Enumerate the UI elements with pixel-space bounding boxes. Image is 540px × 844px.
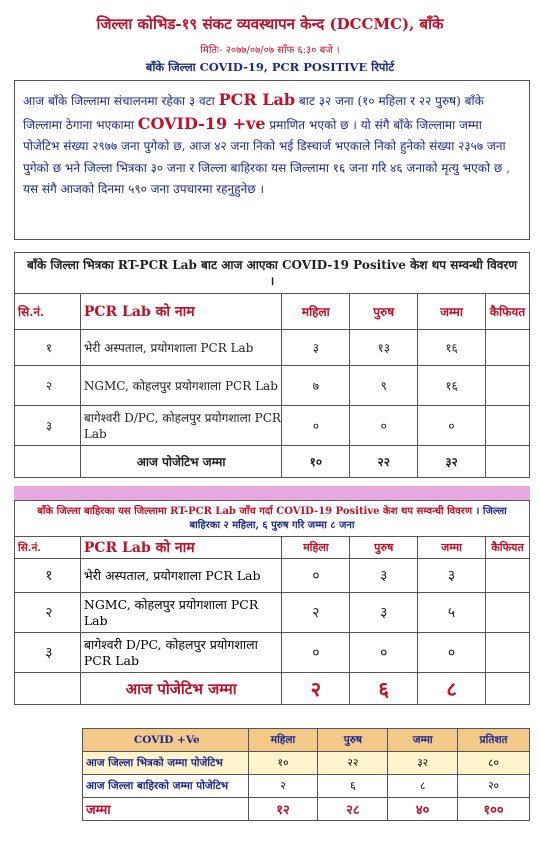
table2-row2-female: २: [282, 593, 350, 633]
table-row: [15, 633, 530, 673]
table2-row2-remark: [486, 593, 530, 633]
table1-total-total: ३२: [418, 446, 486, 478]
table2-caption: [15, 501, 530, 537]
district-lab-table: [14, 252, 530, 478]
table1-row1-total: १६: [418, 330, 486, 366]
table1-row3-remark: [485, 406, 529, 446]
page-title: जिल्ला कोभिड-१९ संकट व्यवस्थापन केन्द (DCCMC), बाँके: [96, 15, 444, 33]
table1-header-remark: कैफियत: [485, 294, 529, 330]
table2-total-total: ८: [418, 673, 486, 705]
table3-row2-male: ६: [318, 775, 388, 798]
table1-row3-female: ०: [282, 406, 350, 446]
outside-district-lab-table: [14, 500, 530, 705]
table3-row3-label: जम्मा: [83, 798, 249, 821]
summary-covid-positive: COVID-19 +ve: [137, 113, 266, 133]
summary-box: [14, 80, 530, 240]
table2-header-remark: कैफियत: [486, 537, 530, 559]
covid-summary-table: [82, 728, 530, 821]
summary-pcr-lab: PCR Lab: [218, 90, 296, 109]
table-row: [15, 559, 530, 593]
table2-row1-female: ०: [282, 559, 350, 593]
table1-row2-sn: २: [15, 366, 81, 406]
table3-row3-female: १२: [248, 798, 318, 821]
table-row: [83, 775, 530, 798]
table3-header-label: COVID +Ve: [83, 729, 249, 752]
table2-row1-total: ३: [418, 559, 486, 593]
table1-row2-male: ९: [350, 366, 418, 406]
table2-row1-lab: भेरी अस्पताल, प्रयोगशाला PCR Lab: [80, 559, 282, 593]
table1-header-sn: सि.नं.: [15, 294, 81, 330]
table3-row1-label: आज जिल्ला भित्रको जम्मा पोजेटिभ: [83, 752, 249, 775]
table1-caption: बाँके जिल्ला भित्रका RT-PCR Lab बाट आज आएका COVID-19 Positive केश थप सम्वन्धी विवरण ।: [15, 253, 530, 294]
table2-row3-remark: [486, 633, 530, 673]
table1-row3-male: ०: [350, 406, 418, 446]
table2-row2-lab: NGMC, कोहलपुर प्रयोगशाला PCR Lab: [80, 593, 282, 633]
table2-caption-a: बाँके जिल्ला बाहिरका यस जिल्लामा RT-PCR Lab जाँच गर्दा COVID-19 Positive केश थप सम्वन्धी विवरण: [37, 505, 473, 517]
table3-header: [83, 729, 530, 752]
table3-row3-total: ४०: [388, 798, 458, 821]
table2-caption-b: । जिल्ला बाहिरका २ महिला, ६ पुरुष गरि जम्मा ८ जना: [189, 505, 507, 531]
report-date: मितिः- २०७७/०७/०७ साँफ ६:३० बजे ।: [200, 45, 340, 56]
summary-text-2: बाट ३२ जना (१० महिला र २२ पुरुष) बाँके जिल्लामा ठेगाना भएकामा: [23, 94, 484, 132]
table2-header-female: महिला: [282, 537, 350, 559]
table3-header-female: महिला: [248, 729, 318, 752]
table3-row1-percent: ८०: [458, 752, 530, 775]
table3-row1-male: २२: [318, 752, 388, 775]
table3-row2-percent: २०: [458, 775, 530, 798]
table3-header-total: जम्मा: [388, 729, 458, 752]
table2-row2-male: ३: [350, 593, 418, 633]
table1-row1-sn: १: [15, 330, 81, 366]
table2-total-label: आज पोजेटिभ जम्मा: [80, 673, 282, 705]
table1-header-total: जम्मा: [418, 294, 486, 330]
section-divider: [14, 486, 530, 500]
table2-header-male: पुरुष: [350, 537, 418, 559]
table3-row2-female: २: [248, 775, 318, 798]
table1-row3-lab: बागेश्वरी D/PC, कोहलपुर प्रयोगशाला PCR Lab: [80, 406, 282, 446]
table1-row1-remark: [485, 330, 529, 366]
table2-row1-sn: १: [15, 559, 81, 593]
table2-row1-remark: [486, 559, 530, 593]
table3-row2-total: ८: [388, 775, 458, 798]
table-row: [83, 752, 530, 775]
summary-text-3: प्रमाणित भएको छ । यो संगै बाँके जिल्लामा जम्मा पोजेटिभ संख्या २९७७ जना पुगेको छ, आज ४२ जना निको भई डिस्चार्ज भएकाले निको हुनेको संख्या २३५७ जना पुगेको छ भने जिल्ला भित्रका ३० जना र जिल्ला बाहिरका यस जिल्लामा १६ जना गरि ४६ जनाको मृत्यु भएको छ , यस संगै आजको दिनमा ५९० जना उपचारमा रहनुहुनेछ ।: [23, 117, 510, 196]
table1-row3-total: ०: [418, 406, 486, 446]
table2-row3-total: ०: [418, 633, 486, 673]
table1-header-male: पुरुष: [350, 294, 418, 330]
table1-row2-female: ७: [282, 366, 350, 406]
table-row: [15, 366, 530, 406]
table2-total-female: २: [282, 673, 350, 705]
report-suffix: रिपोर्ट: [371, 60, 395, 74]
table2-header-total: जम्मा: [418, 537, 486, 559]
table1-row2-lab: NGMC, कोहलपुर प्रयोगशाला PCR Lab: [80, 366, 282, 406]
table1-row2-remark: [485, 366, 529, 406]
table2-header-lab: PCR Lab को नाम: [80, 537, 282, 559]
table3-row1-female: १०: [248, 752, 318, 775]
table2-row3-male: ०: [350, 633, 418, 673]
table2-row2-sn: २: [15, 593, 81, 633]
report-subtitle: [0, 60, 540, 75]
table1-row3-sn: ३: [15, 406, 81, 446]
table3-row1-total: ३२: [388, 752, 458, 775]
table1-total-label: आज पोजेटिभ जम्मा: [80, 446, 282, 478]
table-row: [15, 406, 530, 446]
table3-total-row: [83, 798, 530, 821]
table-row: [15, 593, 530, 633]
table2-row3-female: ०: [282, 633, 350, 673]
table2-row2-total: ५: [418, 593, 486, 633]
table1-header-lab: PCR Lab को नाम: [80, 294, 282, 330]
table1-row1-lab: भेरी अस्पताल, प्रयोगशाला PCR Lab: [80, 330, 282, 366]
table1-total-female: १०: [282, 446, 350, 478]
table2-total-male: ६: [350, 673, 418, 705]
table2-row3-lab: बागेश्वरी D/PC, कोहलपुर प्रयोगशाला PCR Lab: [80, 633, 282, 673]
table-row: [15, 330, 530, 366]
table1-total-male: २२: [350, 446, 418, 478]
table3-header-male: पुरुष: [318, 729, 388, 752]
table1-total-row: [15, 446, 530, 478]
report-main: COVID-19, PCR POSITIVE: [199, 60, 368, 74]
table3-row3-male: २८: [318, 798, 388, 821]
table1-row1-male: १३: [350, 330, 418, 366]
table3-header-percent: प्रतिशत: [458, 729, 530, 752]
table3-row2-label: आज जिल्ला बाहिरको जम्मा पोजेटिभ: [83, 775, 249, 798]
summary-text-1: आज बाँके जिल्लामा संचालनमा रहेका ३ वटा: [23, 94, 215, 108]
table1-row1-female: ३: [282, 330, 350, 366]
table2-row1-male: ३: [350, 559, 418, 593]
table1-header-female: महिला: [282, 294, 350, 330]
table2-header-sn: सि.नं.: [15, 537, 81, 559]
report-prefix: बाँके जिल्ला: [145, 60, 196, 74]
table2-row3-sn: ३: [15, 633, 81, 673]
table3-row3-percent: १००: [458, 798, 530, 821]
table1-row2-total: १६: [418, 366, 486, 406]
table2-total-row: [15, 673, 530, 705]
